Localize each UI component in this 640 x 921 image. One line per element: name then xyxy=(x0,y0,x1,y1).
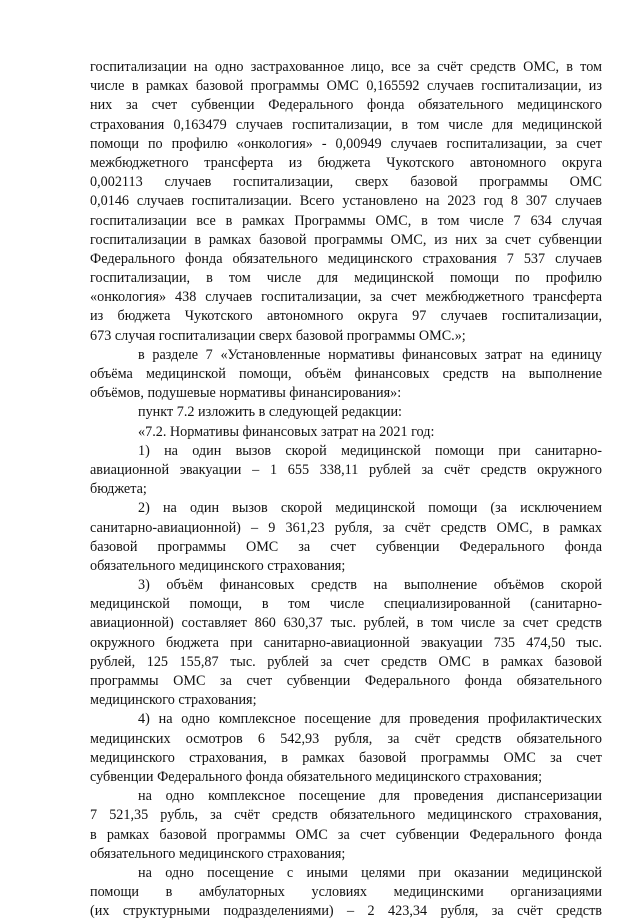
text-line: 1) на один вызов скорой медицинской помощи при санитарно- xyxy=(138,442,602,459)
text-line: обязательного медицинского страхования; xyxy=(90,845,346,862)
text-line: медицинской помощи, в том числе специализированной (санитарно- xyxy=(90,596,602,613)
text-line: объёма медицинской помощи, объём финансовых средств на выполнение xyxy=(90,366,602,382)
text-line: 0,0146 случаев госпитализации. Всего установлено на 2023 год 8 307 случаев xyxy=(90,193,602,210)
text-line: 2) на один вызов скорой медицинской помощи (за исключением xyxy=(138,500,602,517)
text-line: 0,002113 случаев госпитализации, сверх базовой программы ОМС xyxy=(90,174,602,191)
text-line: субвенции Федерального фонда обязательного медицинского страхования; xyxy=(90,768,543,785)
text-line: авиационной) составляет 860 630,37 тыс. рублей, в том числе за счет средств xyxy=(90,615,602,632)
text-line: рублей, 125 155,87 тыс. рублей за счет средств ОМС в рамках базовой xyxy=(90,653,602,670)
text-line: госпитализации в рамках базовой программы ОМС, из них за счет субвенции xyxy=(90,231,602,248)
text-line: «онкология» 438 случаев госпитализации, за счет межбюджетного трансферта xyxy=(90,289,602,306)
text-line: помощи по профилю «онкология» - 0,00949 случаев госпитализации, за счет xyxy=(90,135,602,152)
text-line: госпитализации на одно застрахованное лицо, все за счёт средств ОМС, в том xyxy=(90,59,602,75)
text-line: 7 521,35 рубль, за счёт средств обязательного медицинского страхования, xyxy=(90,807,602,824)
text-line: помощи в амбулаторных условиях медицинскими организациями xyxy=(90,884,602,901)
text-line: авиационной эвакуации – 1 655 338,11 рублей за счёт средств окружного xyxy=(90,461,602,478)
text-line: страхования 0,163479 случаев госпитализации, в том числе для медицинской xyxy=(90,116,602,133)
text-line: «7.2. Нормативы финансовых затрат на 2021 год: xyxy=(138,423,435,440)
text-line: 3) объём финансовых средств на выполнение объёмов скорой xyxy=(138,577,602,594)
text-line: программы ОМС за счет субвенции Федерального фонда обязательного xyxy=(90,673,602,689)
text-line: госпитализации, в том числе для медицинской помощи по профилю xyxy=(90,270,602,287)
text-line: обязательного медицинского страхования; xyxy=(90,557,346,574)
text-line: госпитализации все в рамках Программы ОМС, в том числе 7 634 случая xyxy=(90,212,602,229)
text-line: в рамках базовой программы ОМС за счет субвенции Федерального фонда xyxy=(90,826,602,843)
text-line: на одно комплексное посещение для проведения диспансеризации xyxy=(138,788,602,805)
text-line: медицинских осмотров 6 542,93 рубля, за счёт средств обязательного xyxy=(90,730,602,747)
text-line: медицинского страхования, в рамках базовой программы ОМС за счет xyxy=(90,749,602,766)
text-line: из бюджета Чукотского автономного округа 97 случаев госпитализации, xyxy=(90,308,602,325)
text-line: медицинского страхования; xyxy=(90,692,257,709)
text-line: на одно посещение с иными целями при оказании медицинской xyxy=(138,864,602,881)
text-line: в разделе 7 «Установленные нормативы финансовых затрат на единицу xyxy=(138,346,602,363)
document-page xyxy=(90,58,602,921)
text-line: (их структурными подразделениями) – 2 423,34 рубля, за счёт средств xyxy=(90,903,602,920)
text-line: объёмов, подушевые нормативы финансирования»: xyxy=(90,385,402,402)
text-line: них за счет субвенции Федерального фонда обязательного медицинского xyxy=(90,97,602,114)
text-line: пункт 7.2 изложить в следующей редакции: xyxy=(138,404,402,421)
text-line: базовой программы ОМС за счет субвенции Федерального фонда xyxy=(90,538,602,555)
text-line: окружного бюджета при санитарно-авиационной эвакуации 735 474,50 тыс. xyxy=(90,634,602,651)
text-line: числе в рамках базовой программы ОМС 0,165592 случаев госпитализации, из xyxy=(90,78,602,95)
text-line: межбюджетного трансферта из бюджета Чукотского автономного округа xyxy=(90,154,602,171)
text-line: санитарно-авиационной) – 9 361,23 рубля, за счёт средств ОМС, в рамках xyxy=(90,519,602,536)
text-line: Федерального фонда обязательного медицинского страхования 7 537 случаев xyxy=(90,250,602,267)
text-line: бюджета; xyxy=(90,481,147,498)
text-line: 673 случая госпитализации сверх базовой программы ОМС.»; xyxy=(90,327,466,344)
text-line: 4) на одно комплексное посещение для проведения профилактических xyxy=(138,711,602,728)
